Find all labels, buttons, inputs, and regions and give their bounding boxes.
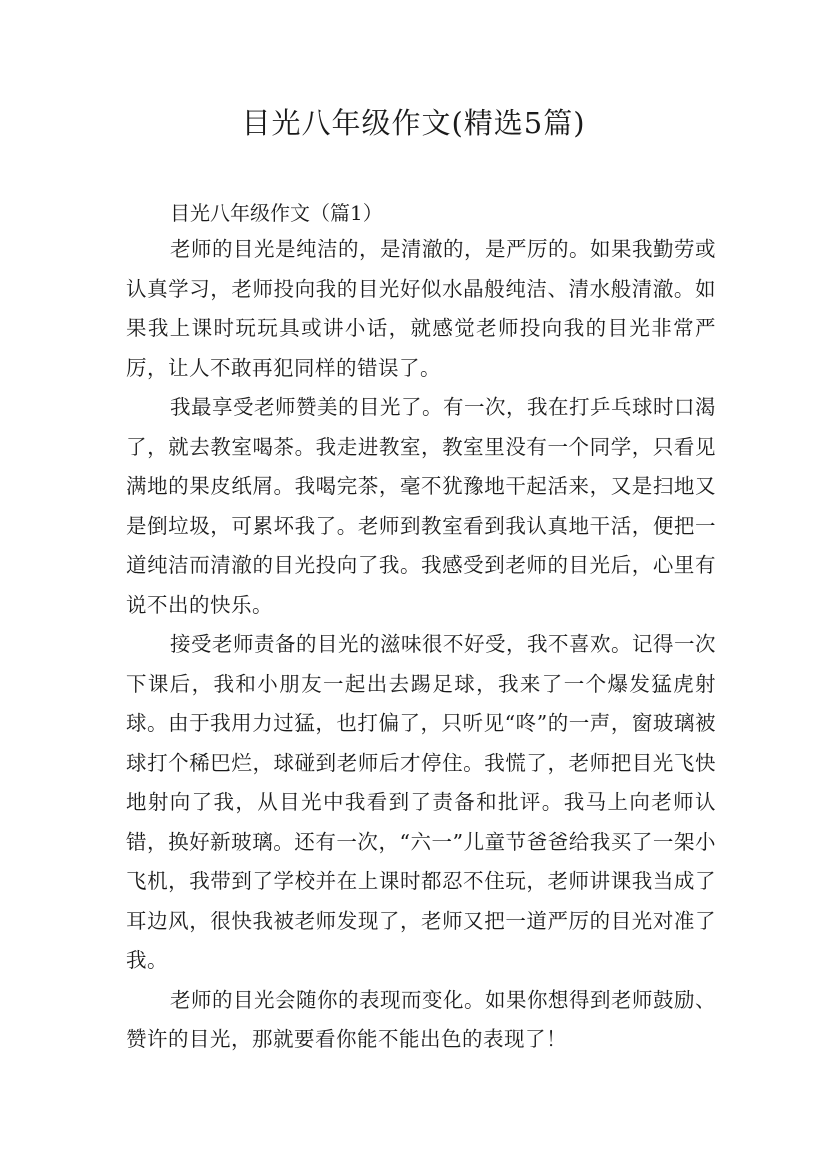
document-title: 目光八年级作文(精选5篇)	[241, 106, 586, 140]
paragraph: 接受老师责备的目光的滋味很不好受，我不喜欢。记得一次下课后，我和小朋友一起出去踢足球，我来了一个爆发猛虎射球。由于我用力过猛，也打偏了，只听见“咚”的一声，窗玻璃被球打个稀巴烂，球碰到老师后才停住。我慌了，老师把目光飞快地射向了我，从目光中我看到了责备和批评。我马上向老师认错，换好新玻璃。还有一次，“六一”儿童节爸爸给我买了一架小飞机，我带到了学校并在上课时都忍不住玩，老师讲课我当成了耳边风，很快我被老师发现了，老师又把一道严厉的目光对准了我。	[126, 632, 716, 972]
document-body	[126, 196, 716, 1060]
paragraph: 老师的目光会随你的表现而变化。如果你想得到老师鼓励、赞许的目光，那就要看你能不能出色的表现了！	[126, 987, 716, 1051]
paragraph: 我最享受老师赞美的目光了。有一次，我在打乒乓球时口渴了，就去教室喝茶。我走进教室，教室里没有一个同学，只看见满地的果皮纸屑。我喝完茶，毫不犹豫地干起活来，又是扫地又是倒垃圾，可累坏我了。老师到教室看到我认真地干活，便把一道纯洁而清澈的目光投向了我。我感受到老师的目光后，心里有说不出的快乐。	[126, 395, 716, 617]
paragraph: 老师的目光是纯洁的，是清澈的，是严厉的。如果我勤劳或认真学习，老师投向我的目光好似水晶般纯洁、清水般清澈。如果我上课时玩玩具或讲小话，就感觉老师投向我的目光非常严厉，让人不敢再犯同样的错误了。	[126, 237, 716, 380]
section-heading: 目光八年级作文（篇1）	[170, 201, 383, 225]
